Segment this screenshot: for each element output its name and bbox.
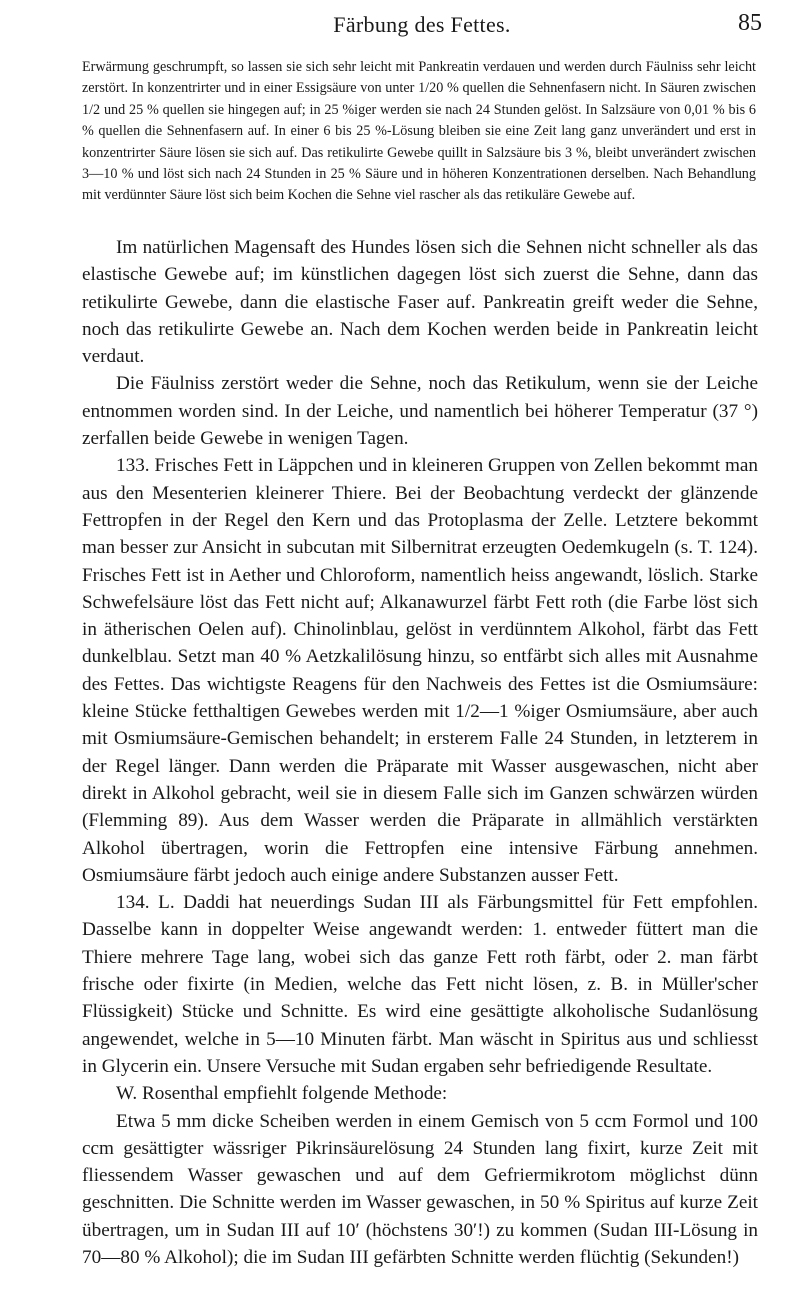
running-title: Färbung des Fettes. xyxy=(333,12,511,37)
paragraph-methode: Etwa 5 mm dicke Scheiben werden in einem Gemisch von 5 ccm Formol und 100 ccm gesättigter wässriger Pikrinsäurelösung 24 Stunden lang fixirt, kurze Zeit mit fliessendem Wasser gewaschen und auf dem Gefriermikrotom möglichst dünn geschnitten. Die Schnitte werden im Wasser gewaschen, in 50 % Spiritus auf kurze Zeit übertragen, um in Sudan III auf 10′ (höchstens 30′!) zu kommen (Sudan III-Lösung in 70—80 % Alkohol); die im Sudan III gefärbten Schnitte werden flüchtig (Sekunden!) xyxy=(82,1110,758,1268)
paragraph-rosenthal: W. Rosenthal empfiehlt folgende Methode: xyxy=(116,1083,448,1105)
paragraph-134-sudan: 134. L. Daddi hat neuerdings Sudan III als Färbungsmittel für Fett empfohlen. Dasselbe kann in doppelter Weise angewandt werden: 1. entweder füttert man die Thiere mehrere Tage lang, wobei sich das ganze Fett roth färbt, oder 2. man färbt frische oder fixirte (in Medien, welche das Fett nicht lösen, z. B. in Müller'scher Flüssigkeit) Stücke und Schnitte. Es wird eine gesättigte alkoholische Sudanlösung angewendet, welche in 5—10 Minuten färbt. Man wäscht in Spiritus aus und schliesst in Glycerin ein. Unsere Versuche mit Sudan ergaben sehr befriedigende Resultate. xyxy=(82,892,758,1077)
paragraph-133-fett: 133. Frisches Fett in Läppchen und in kleineren Gruppen von Zellen bekommt man aus den Mesenterien kleinerer Thiere. Bei der Beobachtung verdeckt der glänzende Fettropfen in der Regel den Kern und das Protoplasma der Zelle. Letztere bekommt man besser zur Ansicht in subcutan mit Silbernitrat erzeugten Oedemkugeln (s. T. 124). Frisches Fett ist in Aether und Chloroform, namentlich heiss angewandt, löslich. Starke Schwefelsäure löst das Fett nicht auf; Alkanawurzel färbt Fett roth (die Farbe löst sich in ätherischen Oelen auf). Chinolinblau, gelöst in verdünntem Alkohol, färbt das Fett dunkelblau. Setzt man 40 % Aetzkalilösung hinzu, so entfärbt sich alles mit Ausnahme des Fettes. Das wichtigste Reagens für den Nachweis des Fettes ist die Osmiumsäure: kleine Stücke fetthaltigen Gewebes werden mit 1/2—1 %iger Osmiumsäure, aber auch mit Osmiumsäure-Gemischen behandelt; in ersterem Falle 24 Stunden, in letzterem in der Regel länger. Dann werden die Präparate mit Wasser ausgewaschen, nicht aber direkt in Alkohol gebracht, weil sie in diesem Falle sich im Ganzen schwärzen würden (Flemming 89). Aus dem Wasser werden die Präparate in allmählich verstärkten Alkohol übertragen, worin die Fettropfen eine intensive Färbung annehmen. Osmiumsäure färbt jedoch auch einige andere Substanzen ausser Fett. xyxy=(82,455,758,886)
main-text xyxy=(82,234,758,1271)
page-header xyxy=(82,10,762,40)
paragraph-magensaft: Im natürlichen Magensaft des Hundes lösen sich die Sehnen nicht schneller als das elastische Gewebe auf; im künstlichen dagegen löst sich zuerst die Sehne, dann das retikulirte Gewebe, dann die elastische Faser auf. Pankreatin greift weder die Sehne, noch das retikulirte Gewebe an. Nach dem Kochen werden beide in Pankreatin leicht verdaut. xyxy=(82,237,758,368)
paragraph-faeulniss: Die Fäulniss zerstört weder die Sehne, noch das Retikulum, wenn sie der Leiche entnommen worden sind. In der Leiche, und namentlich bei höherer Temperatur (37 °) zerfallen beide Gewebe in wenigen Tagen. xyxy=(82,373,758,450)
small-print-paragraph: Erwärmung geschrumpft, so lassen sie sich sehr leicht mit Pankreatin verdauen und werden durch Fäulniss sehr leicht zerstört. In konzentrirter und in einer Essigsäure von unter 1/20 % quellen die Sehnenfasern nicht. In Säuren zwischen 1/2 und 25 % quellen sie hingegen auf; in 25 %iger werden sie nach 24 Stunden gelöst. In Salzsäure von 0,01 % bis 6 % quellen die Sehnenfasern auf. In einer 6 bis 25 %-Lösung bleiben sie eine Zeit lang ganz unverändert und erst in konzentrirter Säure lösen sie sich auf. Das retikulirte Gewebe quillt in Salzsäure bis 3 %, bleibt unverändert zwischen 3—10 % und löst sich nach 24 Stunden in 25 % Säure und in höheren Konzentrationen derselben. Nach Behandlung mit verdünnter Säure löst sich beim Kochen die Sehne viel rascher als das retikuläre Gewebe auf. xyxy=(82,59,756,204)
page-number: 85 xyxy=(738,10,762,36)
